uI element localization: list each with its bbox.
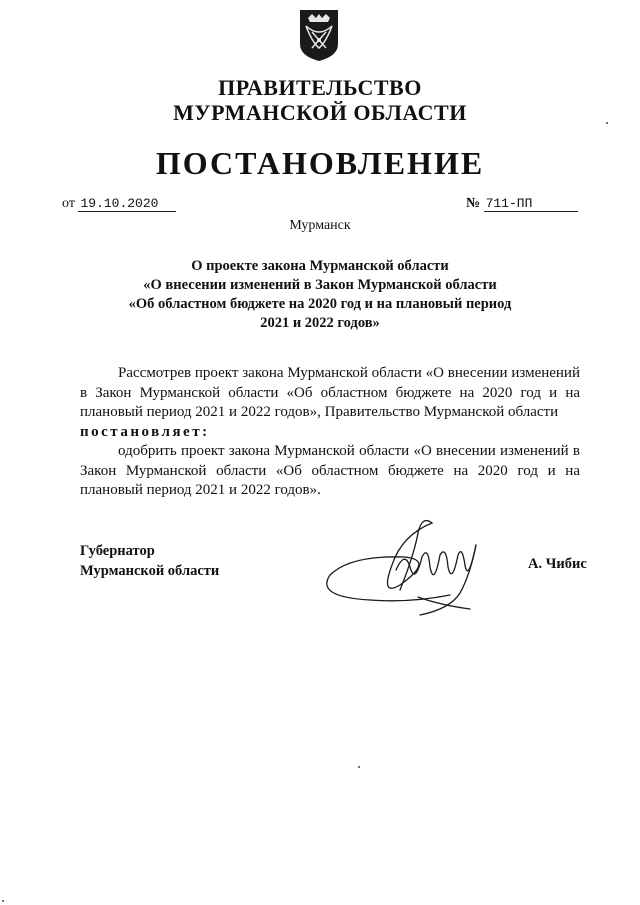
document-type-title: ПОСТАНОВЛЕНИЕ <box>155 145 485 181</box>
scan-speck <box>606 122 608 124</box>
number-prefix: № <box>466 196 481 211</box>
government-name <box>0 75 640 125</box>
date-prefix: от <box>62 196 75 211</box>
coat-of-arms-icon <box>296 8 342 62</box>
government-name-line2: МУРМАНСКОЙ ОБЛАСТИ <box>173 100 467 125</box>
number-line <box>466 196 578 212</box>
subject-line4: 2021 и 2022 годов» <box>260 315 380 331</box>
signatory-position <box>80 541 219 581</box>
decree-word: постановляет: <box>80 423 210 440</box>
government-name-line1: ПРАВИТЕЛЬСТВО <box>218 75 422 100</box>
document-subject <box>90 257 550 333</box>
subject-line3: «Об областном бюджете на 2020 год и на плановый период <box>128 296 512 312</box>
subject-line2: «О внесении изменений в Закон Мурманской области <box>143 277 497 293</box>
body-paragraph-1: Рассмотрев проект закона Мурманской области «О внесении изменений в Закон Мурманской области «Об областном бюджете на 2020 год и на плановый период 2021 и 2022 годов», Правительство Мурманской области <box>80 365 580 420</box>
scan-speck <box>358 766 360 768</box>
subject-line1: О проекте закона Мурманской области <box>191 258 449 274</box>
document-body <box>80 364 580 501</box>
handwritten-signature <box>310 505 510 625</box>
document-date: 19.10.2020 <box>78 196 176 212</box>
body-paragraph-2: одобрить проект закона Мурманской области «О внесении изменений в Закон Мурманской области «Об областном бюджете на 2020 год и на плановый период 2021 и 2022 годов». <box>80 443 580 498</box>
signatory-position-line2: Мурманской области <box>80 563 220 579</box>
document-number: 711-ПП <box>484 196 578 212</box>
scan-speck <box>2 900 4 902</box>
date-line <box>62 196 176 212</box>
signatory-name: А. Чибис <box>528 556 587 572</box>
signatory-position-line1: Губернатор <box>80 543 155 559</box>
city-name: Мурманск <box>289 218 351 233</box>
